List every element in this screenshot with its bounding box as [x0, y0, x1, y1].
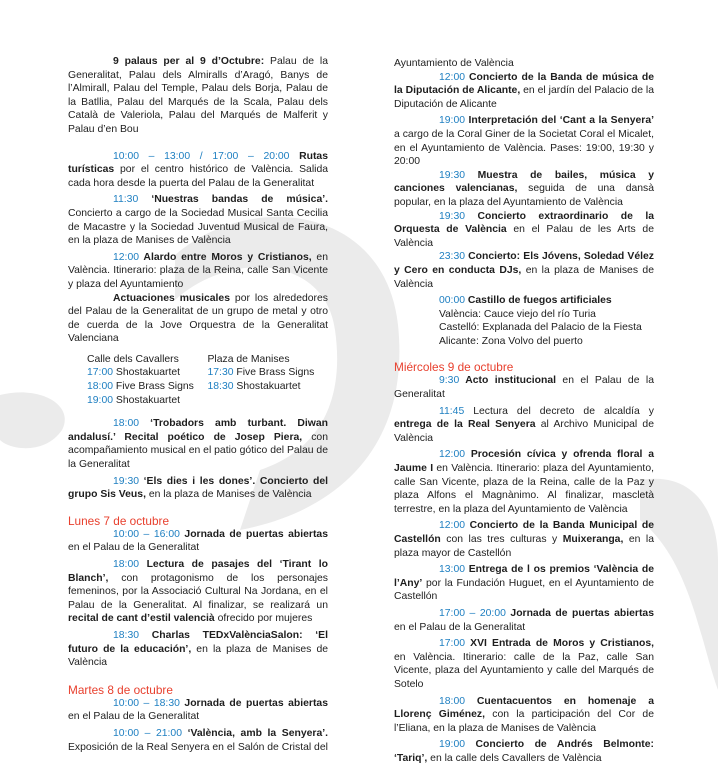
event-time: 12:00	[439, 71, 466, 83]
event-time: 10:00 – 18:30	[113, 697, 180, 709]
event-decreto-alcaldia: 11:45 Lectura del decreto de alcaldía y entrega de la Real Senyera al Archivo Municipal de València	[394, 405, 654, 444]
event-time: 17:00	[439, 638, 466, 650]
left-column	[68, 0, 328, 754]
day-heading-monday: Lunes 7 de octubre	[68, 513, 170, 528]
day-heading-wednesday: Miércoles 9 de octubre	[394, 360, 514, 375]
schedule-row: 18:30 Shostakuartet	[207, 381, 301, 393]
schedule-header: Plaza de Manises	[207, 353, 290, 365]
event-banda-diputacion: 12:00 Concierto de la Banda de música de la Diputación de Alicante, en el jardín del Palacio de la Diputación de Alicante	[394, 71, 655, 110]
continued-text: Ayuntamiento de València	[394, 58, 514, 69]
event-cant-a-la-senyera: 19:00 Interpretación del ‘Cant a la Senyera’ a cargo de la Coral Giner de la Societat Coral el Micalet, en el Ayuntamiento de València. Pases: 19:00, 19:30 y 20:00	[394, 115, 654, 168]
fireworks-location: Alicante: Zona Volvo del puerto	[439, 335, 583, 347]
event-rutas-turisticas: 10:00 – 13:00 / 17:00 – 20:00 Rutas turísticas por el centro histórico de València. Salida cada hora desde la puerta del Palau de la Generalitat	[68, 150, 328, 189]
event-time: 18:00	[113, 418, 140, 430]
schedule-row: 19:00 Shostakuartet	[87, 394, 181, 406]
event-bailes-valencianos: 19:30 Muestra de bailes, música y canciones valencianas, seguida de una dansà popular, en la plaza del Ayuntamiento de València	[394, 169, 655, 208]
event-acto-institucional: 9:30 Acto institucional en el Palau de la Generalitat	[394, 375, 654, 401]
event-cuentacuentos: 18:00 Cuentacuentos en homenaje a Llorenç Giménez, con la participación del Cor de l’Eliana, en la plaza de Manises de València	[394, 695, 654, 734]
event-time: 18:00	[439, 695, 466, 707]
event-time: 12:00	[113, 251, 140, 263]
schedule-row: 18:00 Five Brass Signs	[87, 381, 194, 393]
event-entrada-moros-cristianos: 17:00 XVI Entrada de Moros y Cristianos, en València. Itinerario: calle de la Paz, calle San Vicente, plaza del Ayuntamiento y calle del Marqués de Sotelo	[394, 638, 654, 690]
event-orquesta-valencia: 19:30 Concierto extraordinario de la Orquesta de València en el Palau de les Arts de València	[394, 210, 654, 249]
event-els-jovens: 23:30 Concierto: Els Jóvens, Soledad Vélez y Cero en conducta DJs, en la plaza de Manises de València	[394, 251, 654, 290]
event-time: 12:00	[439, 520, 466, 532]
event-tedx: 18:30 Charlas TEDxValènciaSalon: ‘El futuro de la educación’, en la plaza de Manises de València	[68, 629, 328, 669]
event-time: 00:00	[439, 295, 466, 307]
event-procesion-civica: 12:00 Procesión cívica y ofrenda floral a Jaume I en València. Itinerario: plaza del Ayuntamiento, calle San Vicente, plaza de la Reina, calle de la Paz y plaza Alfons el Magnànimo. Al finalizar, mascletà terrestre, en la plaza del Ayuntamiento de València	[394, 449, 654, 515]
event-puertas-abiertas-lunes: 10:00 – 16:00 Jornada de puertas abiertas en el Palau de la Generalitat	[68, 528, 328, 554]
event-time: 19:00	[439, 115, 466, 127]
event-time: 18:00	[113, 559, 140, 570]
event-time: 10:00 – 16:00	[113, 528, 180, 540]
event-trobadors: 18:00 ‘Trobadors amb turbant. Diwan andalusí.’ Recital poético de Josep Piera, con acompañamiento musical en el patio gótico del Palau de la Generalitat	[68, 418, 328, 471]
event-time: 18:30	[113, 629, 140, 641]
event-time: 19:00	[439, 739, 466, 751]
event-time: 11:30	[113, 194, 139, 206]
event-alardo: 12:00 Alardo entre Moros y Cristianos, en València. Itinerario: plaza de la Reina, calle San Vicente y plaza del Ayuntamiento	[68, 251, 328, 290]
event-time: 19:30	[113, 475, 140, 487]
event-time: 9:30	[439, 375, 460, 387]
event-puertas-abiertas-martes: 10:00 – 18:30 Jornada de puertas abiertas en el Palau de la Generalitat	[68, 697, 328, 723]
schedule-column-manises	[208, 353, 329, 407]
event-time: 11:45	[439, 405, 465, 417]
event-banda-castellon: 12:00 Concierto de la Banda Municipal de Castellón con las tres culturas y Muixeranga, en la plaza mayor de Castellón	[394, 520, 655, 559]
event-puertas-abiertas-miercoles: 17:00 – 20:00 Jornada de puertas abiertas en el Palau de la Generalitat	[394, 607, 654, 633]
event-castillo-fuegos: 00:00 Castillo de fuegos artificiales	[439, 295, 612, 307]
schedule-row: 17:00 Shostakuartet	[87, 367, 181, 379]
event-premios-valencia-any: 13:00 Entrega de l os premios ‘València de l’Any’ por la Fundación Huguet, en el Ayuntamiento de Castellón	[394, 564, 654, 603]
day-heading-tuesday: Martes 8 de octubre	[68, 682, 173, 697]
event-sis-veus: 19:30 ‘Els dies i les dones’. Concierto del grupo Sis Veus, en la plaza de Manises de València	[68, 475, 328, 501]
event-tirant-lo-blanch: 18:00 Lectura de pasajes del ‘Tirant lo Blanch’, con protagonismo de los personajes femeninos, por la Associació Cultural Na Jordana, en el Palau de la Generalitat. Al finalizar, se realizará un recital de cant d’estil valencià ofrecido por mujeres	[68, 559, 328, 625]
event-time: 10:00 – 13:00 / 17:00 – 20:00	[113, 150, 290, 162]
fireworks-location: Castelló: Explanada del Palacio de la Fiesta	[439, 322, 642, 334]
event-valencia-amb-la-senyera: 10:00 – 21:00 ‘València, amb la Senyera’. Exposición de la Real Senyera en el Salón de Cristal del	[68, 727, 328, 753]
event-actuaciones-musicales: Actuaciones musicales por los alrededores del Palau de la Generalitat de un grupo de metal y otro de cuerda de la Jove Orquestra de la Generalitat Valenciana	[68, 292, 328, 345]
event-time: 13:00	[439, 564, 466, 576]
event-andres-belmonte: 19:00 Concierto de Andrés Belmonte: ‘Tariq’, en la calle dels Cavallers de València	[394, 739, 654, 764]
fireworks-location: València: Cauce viejo del río Turia	[439, 308, 596, 320]
schedule-row: 17:30 Five Brass Signs	[207, 367, 315, 379]
music-schedule-table	[68, 353, 328, 407]
watermark-left-blob	[0, 392, 65, 448]
right-column	[394, 0, 654, 766]
schedule-header: Calle dels Cavallers	[87, 353, 179, 365]
event-time: 23:30	[439, 251, 466, 263]
schedule-column-cavallers	[87, 353, 208, 407]
event-time: 17:00 – 20:00	[439, 607, 506, 619]
event-time: 19:30	[439, 210, 466, 222]
event-time: 10:00 – 21:00	[113, 727, 182, 739]
event-time: 19:30	[439, 169, 466, 181]
event-bandas-musica: 11:30 ‘Nuestras bandas de música’. Concierto a cargo de la Sociedad Musical Santa Cecilia de Macastre y la Sociedad Juventud Musical de Faura, en la plaza de Manises de València	[68, 194, 328, 247]
event-time: 12:00	[439, 449, 466, 461]
palaus-entry: 9 palaus per al 9 d’Octubre: Palau de la Generalitat, Palau dels Almiralls d’Aragó, Banys de l’Almirall, Palau del Temple, Palau dels Borja, Palau de la Batllia, Palau del Marqués de la Scala, Palau dels Català de Valeriola, Palau del Marqués de Malferit y Palau d’en Bou	[68, 56, 328, 135]
